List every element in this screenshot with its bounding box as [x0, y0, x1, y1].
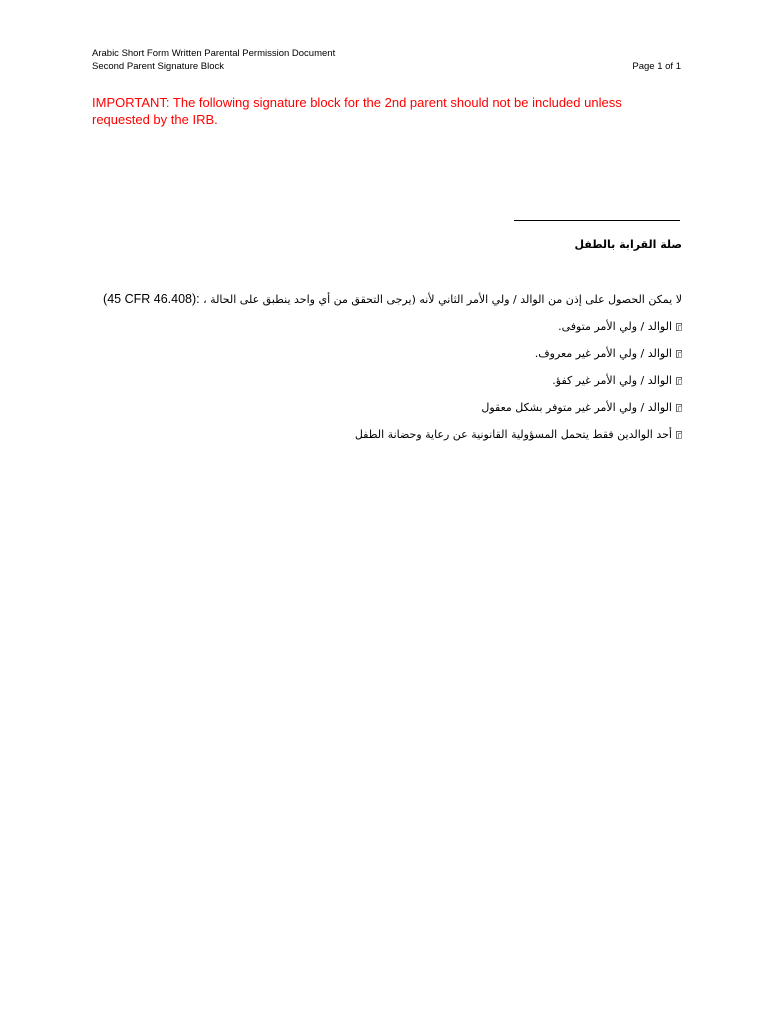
relation-to-child-label: صلة القرابة بالطفل	[574, 238, 682, 251]
option-label: الوالد / ولي الأمر غير متوفر بشكل معقول	[481, 401, 672, 414]
option-label: الوالد / ولي الأمر متوفى.	[558, 320, 672, 333]
document-title: Arabic Short Form Written Parental Permission Document	[92, 48, 336, 59]
checkbox-icon[interactable]	[676, 350, 682, 358]
permission-unavailable-statement	[82, 292, 682, 306]
option-parent-unknown[interactable]	[82, 347, 682, 360]
option-label: الوالد / ولي الأمر غير كفؤ.	[552, 374, 672, 387]
option-parent-incompetent[interactable]	[82, 374, 682, 387]
checkbox-icon[interactable]	[676, 431, 682, 439]
option-parent-not-available[interactable]	[82, 401, 682, 414]
checkbox-icon[interactable]	[676, 323, 682, 331]
option-label: الوالد / ولي الأمر غير معروف.	[534, 347, 672, 360]
checkbox-icon[interactable]	[676, 377, 682, 385]
important-notice: IMPORTANT: The following signature block for the 2nd parent should not be included unless requested by the IRB.	[92, 95, 622, 127]
block-title: Second Parent Signature Block	[92, 61, 225, 72]
signature-line	[514, 213, 680, 221]
document-header	[92, 47, 335, 73]
cfr-citation: (45 CFR 46.408):	[103, 292, 200, 306]
option-parent-deceased[interactable]	[82, 320, 682, 333]
page-number: Page 1 of 1	[632, 61, 681, 72]
option-sole-legal-responsibility[interactable]	[82, 428, 682, 441]
option-label: أحد الوالدين فقط يتحمل المسؤولية القانونية عن رعاية وحضانة الطفل	[354, 428, 672, 441]
statement-text: لا يمكن الحصول على إذن من الوالد / ولي الأمر الثاني لأنه (يرجى التحقق من أي واحد ينطبق على الحالة ،	[199, 293, 682, 306]
checkbox-icon[interactable]	[676, 404, 682, 412]
